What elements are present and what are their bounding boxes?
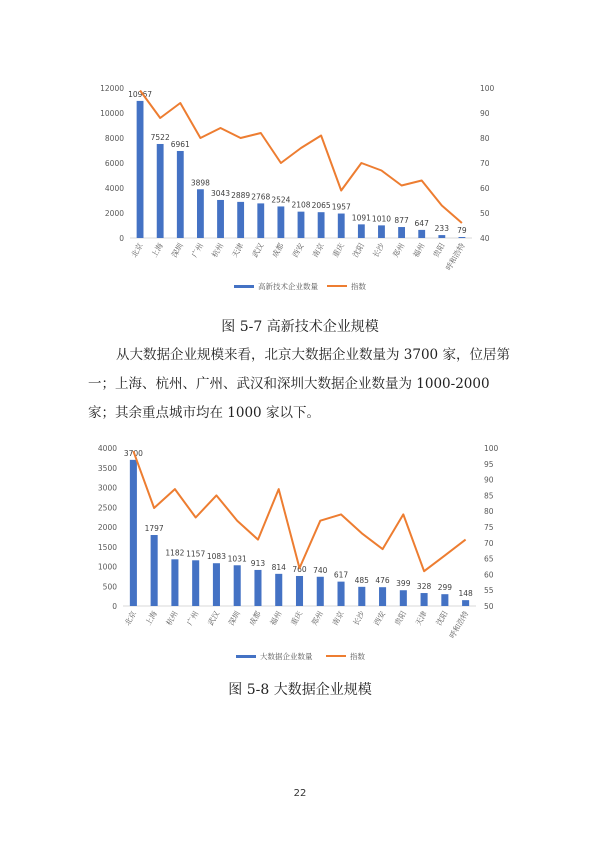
y2-axis-tick-label: 60 [480, 184, 490, 193]
bar [197, 189, 204, 238]
x-axis-tick-label: 沈阳 [350, 241, 367, 259]
bar-value-label: 1091 [351, 213, 371, 223]
figure-caption-5-7: 图 5-7 高新技术企业规模 [221, 319, 379, 335]
x-axis-tick-label: 郑州 [391, 241, 407, 259]
x-axis-tick-label: 长沙 [370, 241, 387, 259]
bar [234, 565, 241, 606]
y2-axis-tick-label: 90 [484, 475, 494, 485]
y2-axis-tick-label: 100 [484, 444, 499, 453]
x-axis-tick-label: 天津 [230, 241, 246, 259]
chart-big-data-enterprises [0, 440, 600, 665]
bar-value-label: 1010 [371, 214, 392, 224]
x-axis-tick-label: 成都 [270, 241, 286, 259]
x-axis-tick-label: 上海 [143, 609, 159, 627]
bar-value-label: 7522 [150, 132, 170, 142]
y2-axis-tick-label: 50 [484, 602, 494, 611]
x-axis-tick-label: 西安 [371, 609, 388, 627]
bar-value-label: 2768 [251, 192, 271, 202]
bar [358, 224, 365, 238]
x-axis-tick-label: 杭州 [209, 241, 226, 259]
bar-value-label: 814 [271, 562, 286, 572]
x-axis-tick-label: 北京 [122, 609, 139, 627]
bar-value-label: 1957 [331, 202, 351, 212]
x-axis-tick-label: 贵阳 [392, 609, 409, 627]
y2-axis-tick-label: 80 [480, 134, 490, 143]
bar-value-label: 2889 [231, 190, 251, 200]
bar [337, 582, 344, 606]
bar-value-label: 2065 [311, 201, 331, 211]
x-axis-tick-label: 南京 [330, 609, 346, 627]
legend-bar-swatch [234, 285, 254, 288]
x-axis-tick-label: 杭州 [164, 609, 180, 627]
x-axis-tick-label: 长沙 [351, 609, 367, 627]
bar [462, 600, 469, 606]
bar-value-label: 760 [292, 564, 307, 574]
x-axis-tick-label: 深圳 [226, 609, 242, 627]
x-axis-tick-label: 广州 [189, 241, 206, 259]
bar-value-label: 399 [396, 579, 411, 589]
y2-axis-tick-label: 50 [480, 209, 490, 218]
bar [441, 594, 448, 606]
y2-axis-tick-label: 40 [480, 234, 490, 243]
y2-axis-tick-label: 55 [484, 586, 494, 596]
x-axis-tick-label: 南京 [310, 241, 326, 259]
bar-value-label: 913 [250, 558, 266, 568]
bar [421, 593, 428, 606]
legend-bar-label: 高新技术企业数量 [258, 282, 318, 291]
x-axis-tick-label: 福州 [411, 241, 427, 259]
bar-value-label: 1083 [206, 552, 226, 562]
x-axis-tick-label: 呼和浩特 [447, 609, 471, 640]
y-axis-tick-label: 4000 [104, 184, 124, 193]
x-axis-tick-label: 武汉 [250, 241, 266, 259]
y2-axis-tick-label: 80 [484, 507, 494, 517]
bar [213, 563, 220, 606]
bar-value-label: 647 [414, 218, 429, 228]
y-axis-tick-label: 3500 [97, 463, 117, 473]
bar-value-label: 1157 [186, 549, 206, 559]
bar-value-label: 740 [313, 565, 328, 575]
bar [277, 206, 284, 238]
bar-value-label: 476 [375, 576, 390, 586]
x-axis-tick-label: 深圳 [169, 241, 186, 259]
legend-line-label: 指数 [351, 282, 366, 291]
bar-value-label: 3700 [123, 448, 143, 458]
bar-value-label: 148 [458, 589, 473, 599]
x-axis-tick-label: 呼和浩特 [443, 241, 467, 272]
bar [237, 202, 244, 238]
x-axis-tick-label: 成都 [247, 609, 263, 627]
y2-axis-tick-label: 65 [484, 554, 494, 564]
bar [275, 574, 282, 606]
y2-axis-tick-label: 100 [480, 84, 495, 93]
x-axis-tick-label: 西安 [290, 241, 306, 259]
y-axis-tick-label: 500 [102, 582, 117, 592]
paragraph-text: 从大数据企业规模来看，北京大数据企业数量为 3700 家，位居第一；上海、杭州、广州、武汉和深圳大数据企业数量为 1000-2000 家；其余重点城市均在 1000 家以下。 [88, 347, 510, 421]
bar [298, 212, 305, 238]
x-axis-tick-label: 沈阳 [434, 609, 450, 627]
bar [257, 203, 264, 238]
bar [171, 559, 178, 606]
bar [157, 144, 164, 238]
bar [217, 200, 224, 238]
bar-value-label: 1182 [165, 548, 185, 558]
bar-value-label: 10967 [128, 89, 152, 99]
y2-axis-tick-label: 60 [484, 570, 494, 580]
bar-value-label: 299 [437, 583, 453, 593]
high-tech-chart-svg [0, 76, 600, 301]
x-axis-tick-label: 广州 [185, 609, 201, 627]
y-axis-tick-label: 1000 [97, 562, 117, 572]
y-axis-tick-label: 4000 [97, 444, 117, 453]
bar-value-label: 617 [333, 570, 349, 580]
y2-axis-tick-label: 70 [480, 159, 490, 168]
bar [379, 587, 386, 606]
y-axis-tick-label: 3000 [97, 483, 117, 493]
y-axis-tick-label: 0 [119, 234, 124, 243]
bar [137, 101, 144, 238]
y2-axis-tick-label: 75 [484, 523, 494, 532]
y-axis-tick-label: 1500 [97, 542, 117, 552]
legend-bar-label: 大数据企业数量 [260, 652, 313, 661]
bar [378, 225, 385, 238]
y-axis-tick-label: 2000 [97, 523, 117, 532]
bar-value-label: 1031 [227, 554, 247, 564]
x-axis-tick-label: 重庆 [330, 241, 346, 259]
legend-line-label: 指数 [350, 652, 365, 661]
y-axis-tick-label: 12000 [100, 84, 124, 93]
bar [192, 560, 199, 606]
bar-value-label: 1797 [144, 524, 164, 534]
y-axis-tick-label: 0 [112, 602, 117, 611]
bar [254, 570, 261, 606]
page-number: 22 [293, 788, 307, 799]
bar-value-label: 877 [394, 216, 409, 226]
legend-bar-swatch [236, 655, 256, 658]
bar [318, 212, 325, 238]
bar [459, 237, 466, 238]
bar-value-label: 485 [354, 575, 369, 585]
bar-value-label: 79 [457, 226, 467, 236]
figure-caption-5-8: 图 5-8 大数据企业规模 [228, 682, 372, 698]
bar-value-label: 2524 [271, 195, 291, 205]
x-axis-tick-label: 上海 [149, 241, 165, 259]
bar [296, 576, 303, 606]
bar-value-label: 3043 [210, 188, 231, 198]
bar [130, 460, 137, 606]
y-axis-tick-label: 10000 [100, 109, 124, 118]
bar [317, 577, 324, 606]
bar [358, 587, 365, 606]
bar-value-label: 3898 [190, 178, 210, 188]
bar-value-label: 2108 [291, 200, 311, 210]
x-axis-tick-label: 贵阳 [431, 241, 447, 259]
x-axis-tick-label: 郑州 [309, 609, 325, 627]
bar [398, 227, 405, 238]
x-axis-tick-label: 武汉 [205, 609, 222, 627]
x-axis-tick-label: 福州 [268, 609, 284, 627]
chart-high-tech-enterprises [0, 76, 600, 301]
y-axis-tick-label: 2500 [97, 503, 117, 513]
x-axis-tick-label: 天津 [413, 609, 429, 627]
y2-axis-tick-label: 85 [484, 491, 494, 501]
bar-value-label: 233 [434, 224, 449, 234]
bar [338, 214, 345, 238]
y-axis-tick-label: 2000 [104, 209, 124, 218]
y2-axis-tick-label: 70 [484, 538, 494, 548]
bar-value-label: 328 [416, 582, 432, 592]
x-axis-tick-label: 重庆 [288, 609, 305, 627]
bar [418, 230, 425, 238]
bar [177, 151, 184, 238]
y2-axis-tick-label: 95 [484, 459, 494, 469]
body-paragraph [88, 341, 518, 428]
bar [438, 235, 445, 238]
y2-axis-tick-label: 90 [480, 109, 490, 118]
bar [400, 590, 407, 606]
y-axis-tick-label: 8000 [104, 134, 124, 143]
bar [151, 535, 158, 606]
bar-value-label: 6961 [170, 139, 190, 149]
big-data-chart-svg [0, 440, 600, 665]
x-axis-tick-label: 北京 [129, 241, 145, 259]
y-axis-tick-label: 6000 [104, 159, 124, 168]
